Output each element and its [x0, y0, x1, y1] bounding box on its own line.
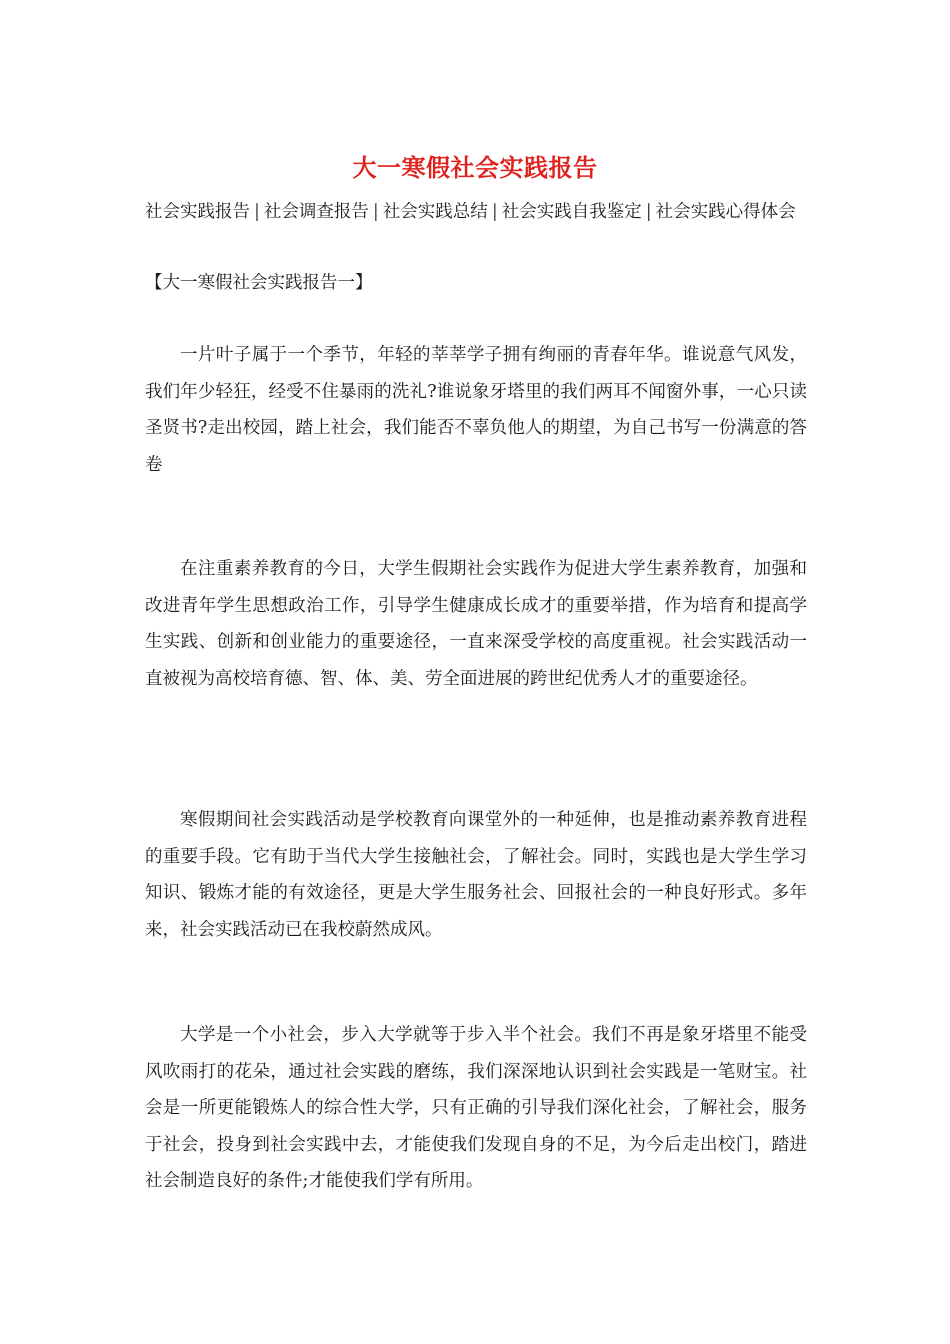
- paragraph-1: 一片叶子属于一个季节，年轻的莘莘学子拥有绚丽的青春年华。谁说意气风发，我们年少轻狂，经受不住暴雨的洗礼?谁说象牙塔里的我们两耳不闻窗外事，一心只读圣贤书?走出校园，踏上社会，我们能否不辜负他人的期望，为自己书写一份满意的答卷: [145, 345, 807, 475]
- document-title: 大一寒假社会实践报告: [352, 153, 598, 182]
- link-practice-report[interactable]: 社会实践报告: [145, 202, 250, 222]
- related-links: [145, 196, 805, 228]
- paragraph-2: 在注重素养教育的今日，大学生假期社会实践作为促进大学生素养教育，加强和改进青年学生思想政治工作，引导学生健康成长成才的重要举措，作为培育和提高学生实践、创新和创业能力的重要途径，一直来深受学校的高度重视。社会实践活动一直被视为高校培育德、智、体、美、劳全面进展的跨世纪优秀人才的重要途径。: [145, 559, 807, 689]
- link-separator: |: [254, 202, 260, 222]
- paragraph-3: 寒假期间社会实践活动是学校教育向课堂外的一种延伸，也是推动素养教育进程的重要手段。它有助于当代大学生接触社会，了解社会。同时，实践也是大学生学习知识、锻炼才能的有效途径，更是大学生服务社会、回报社会的一种良好形式。多年来，社会实践活动已在我校蔚然成风。: [145, 810, 807, 940]
- link-separator: |: [645, 202, 652, 222]
- link-separator: |: [491, 202, 498, 222]
- link-practice-summary[interactable]: 社会实践总结: [382, 202, 488, 222]
- section-heading: 【大一寒假社会实践报告一】: [145, 273, 373, 293]
- link-survey-report[interactable]: 社会调查报告: [263, 202, 369, 222]
- link-self-assessment[interactable]: 社会实践自我鉴定: [501, 202, 642, 222]
- link-experience[interactable]: 社会实践心得体会: [655, 202, 796, 222]
- link-separator: |: [372, 202, 379, 222]
- paragraph-4: 大学是一个小社会，步入大学就等于步入半个社会。我们不再是象牙塔里不能受风吹雨打的花朵，通过社会实践的磨练，我们深深地认识到社会实践是一笔财宝。社会是一所更能锻炼人的综合性大学，只有正确的引导我们深化社会，了解社会，服务于社会，投身到社会实践中去，才能使我们发现自身的不足，为今后走出校门，踏进社会制造良好的条件;才能使我们学有所用。: [145, 1025, 807, 1191]
